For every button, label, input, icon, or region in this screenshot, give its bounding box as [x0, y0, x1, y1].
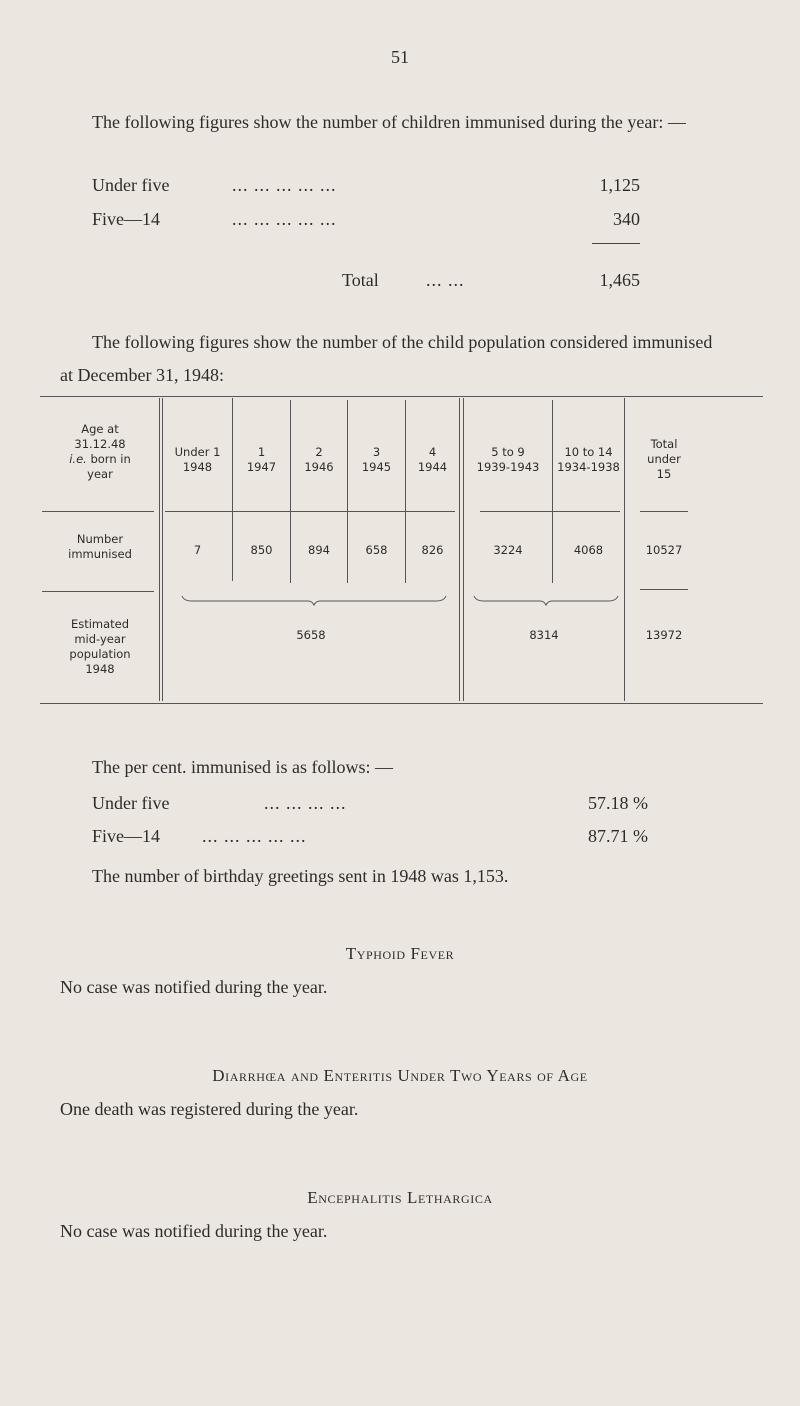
number-5-to-9: 3224: [493, 543, 523, 557]
header-divider: [165, 511, 455, 512]
col-rule: [159, 398, 160, 701]
estimated-total: 13972: [645, 628, 683, 642]
number-10-to-14: 4068: [573, 543, 604, 557]
col-rule: [290, 400, 291, 583]
row-value: 1,125: [599, 175, 640, 195]
row-label: Under five: [92, 175, 170, 195]
encephalitis-text: No case was notified during the year.: [60, 1221, 328, 1241]
col-header-under-1: Under 1 1948: [174, 445, 221, 474]
row-value: 87.71 %: [588, 826, 648, 846]
percent-intro: The per cent. immunised is as follows: —: [92, 757, 393, 777]
heading-encephalitis: Encephalitis Lethargica: [307, 1188, 493, 1207]
percent-row-five-fourteen: [92, 824, 648, 848]
col-rule: [347, 400, 348, 583]
immunised-row-five-fourteen: [92, 207, 640, 231]
diarrhoea-text: One death was registered during the year.: [60, 1099, 359, 1119]
row-value: 57.18 %: [588, 793, 648, 813]
number-divider: [640, 589, 688, 590]
col-rule: [624, 398, 625, 701]
estimated-under-five: 5658: [296, 628, 326, 642]
col-header-total: Total under 15: [647, 437, 681, 481]
total-dots: ... ...: [426, 270, 465, 290]
row-dots: ... ... ... ... ...: [202, 826, 307, 846]
number-total: 10527: [645, 543, 683, 557]
row-label: Five—14: [92, 209, 161, 229]
number-2: 894: [308, 543, 330, 557]
header-divider: [480, 511, 620, 512]
col-header-3: 3 1945: [361, 445, 392, 474]
birthday-text: The number of birthday greetings sent in 1948 was 1,153.: [92, 866, 509, 886]
intro-paragraph: [60, 106, 720, 139]
row-header-age: Age at 31.12.48 i.e. born in year: [69, 422, 131, 481]
number-3: 658: [365, 543, 388, 557]
col-header-5-to-9: 5 to 9 1939-1943: [476, 445, 540, 474]
header-divider: [640, 511, 688, 512]
col-rule: [162, 398, 163, 701]
col-rule: [232, 398, 233, 581]
col-rule: [552, 400, 553, 583]
row-dots: ... ... ... ...: [264, 793, 347, 813]
row-value: 340: [613, 209, 640, 229]
intro-text: The following figures show the number of children immunised during the year: —: [92, 112, 686, 132]
heading-typhoid-fever: Typhoid Fever: [345, 944, 455, 963]
col-rule: [463, 398, 464, 701]
population-text: The following figures show the number of the child population considered immunised at December 31, 1948:: [60, 332, 713, 385]
percent-row-under-five: [92, 791, 648, 815]
table-bottom-rule: [40, 703, 763, 704]
col-header-4: 4 1944: [417, 445, 448, 474]
col-header-1: 1 1947: [246, 445, 277, 474]
header-divider: [42, 511, 154, 512]
row-header-number: Number immunised: [68, 532, 132, 561]
row-header-estimated: Estimated mid-year population 1948: [69, 617, 131, 676]
row-label: Five—14: [92, 826, 161, 846]
row-label: Under five: [92, 793, 170, 813]
number-1: 850: [250, 543, 273, 557]
total-value: 1,465: [599, 270, 640, 290]
total-label: Total: [342, 270, 379, 290]
col-header-2: 2 1946: [304, 445, 334, 474]
estimated-five-to-fourteen: 8314: [529, 628, 559, 642]
col-header-10-to-14: 10 to 14 1934-1938: [557, 445, 620, 474]
brace-under-five: [180, 594, 448, 608]
total-row: [342, 268, 640, 292]
heading-diarrhoea: Diarrhœa and Enteritis Under Two Years of Age: [212, 1066, 588, 1085]
page-number: 51: [391, 47, 409, 67]
row-dots: ... ... ... ... ...: [232, 175, 337, 195]
number-4: 826: [421, 543, 444, 557]
typhoid-text: No case was notified during the year.: [60, 977, 328, 997]
row-dots: ... ... ... ... ...: [232, 209, 337, 229]
col-rule: [459, 398, 460, 701]
table-top-rule: [40, 396, 763, 397]
number-under-1: 7: [193, 543, 202, 557]
population-paragraph: [60, 326, 720, 392]
brace-five-to-fourteen: [472, 594, 620, 608]
immunised-row-under-five: [92, 173, 640, 197]
number-divider: [42, 591, 154, 592]
col-rule: [405, 400, 406, 583]
sum-rule: [592, 243, 640, 244]
